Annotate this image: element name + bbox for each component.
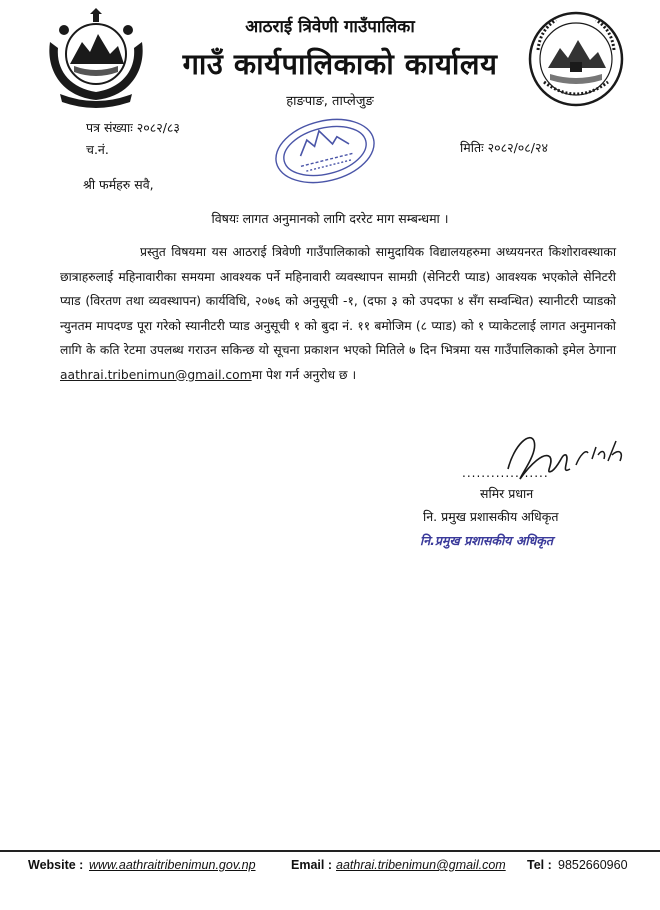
email-label: Email : — [291, 858, 332, 872]
letter-date: मितिः २०८२/०८/२४ — [460, 140, 548, 155]
body-text-main: प्रस्तुत विषयमा यस आठराई त्रिवेणी गाउँपालिकाको सामुदायिक विद्यालयहरुमा अध्ययनरत किशोरावस्थाका छात्राहरुलाई महिनावारीका समयमा आवश्यक पर्ने महिनावारी व्यवस्थापन सामग्री (सेनिटरी प्याड) आवश्यक भएकोले सेनिटरी प्याड (विरतण तथा व्यवस्थापन) कार्यविधि, २०७६ को अनुसूची -१, (दफा ३ को उपदफा ४ सँग सम्वन्धित) स्यानीटरी प्याडको न्युनतम मापदण्ड पूरा गरेको स्यानीटरी प्याड अनुसूची १ को बुदा नं. ११ बमोजिम (८ प्याड) को १ प्याकेटलाई लागत अनुमानको लागि के कति रेटमा उपलब्ध गराउन सकिन्छ यो सूचना प्रकाशन भएको मितिले ७ दिन भित्रमा यस गाउँपालिकाको इमेल ठेगाना — [60, 245, 616, 357]
signatory-title: नि. प्रमुख प्रशासकीय अधिकृत — [423, 509, 559, 524]
letter-number: पत्र संख्याः २०८२/८३ — [86, 120, 180, 135]
office-stamp — [270, 112, 380, 190]
body-email-link[interactable]: aathrai.tribenimun@gmail.com — [60, 367, 252, 382]
designation-seal: नि.प्रमुख प्रशासकीय अधिकृत — [420, 533, 554, 548]
salutation: श्री फर्महरु सवै, — [83, 177, 154, 192]
signatory-name: समिर प्रधान — [480, 486, 534, 501]
subject-text: विषयः लागत अनुमानको लागि दररेट माग सम्बन्धमा । — [211, 211, 449, 226]
municipality-name: आठराई त्रिवेणी गाउँपालिका — [245, 17, 415, 37]
signature-dots: .................. — [462, 466, 549, 480]
office-location: हाङपाङ, ताप्लेजुङ — [286, 94, 374, 109]
handwritten-signature — [500, 425, 630, 491]
subject-line — [0, 210, 660, 227]
body-text-closing: मा पेश गर्न अनुरोध छ । — [251, 367, 357, 382]
website-link[interactable]: www.aathraitribenimun.gov.np — [89, 858, 256, 872]
website-label: Website : — [28, 858, 84, 872]
tel-number: 9852660960 — [558, 858, 628, 872]
dispatch-number: च.नं. — [86, 142, 109, 157]
footer-divider — [0, 850, 660, 852]
tel-label: Tel : — [527, 858, 552, 872]
letter-body — [60, 240, 616, 387]
email-link[interactable]: aathrai.tribenimun@gmail.com — [336, 858, 506, 872]
office-title: गाउँ कार्यपालिकाको कार्यालय — [182, 47, 498, 81]
